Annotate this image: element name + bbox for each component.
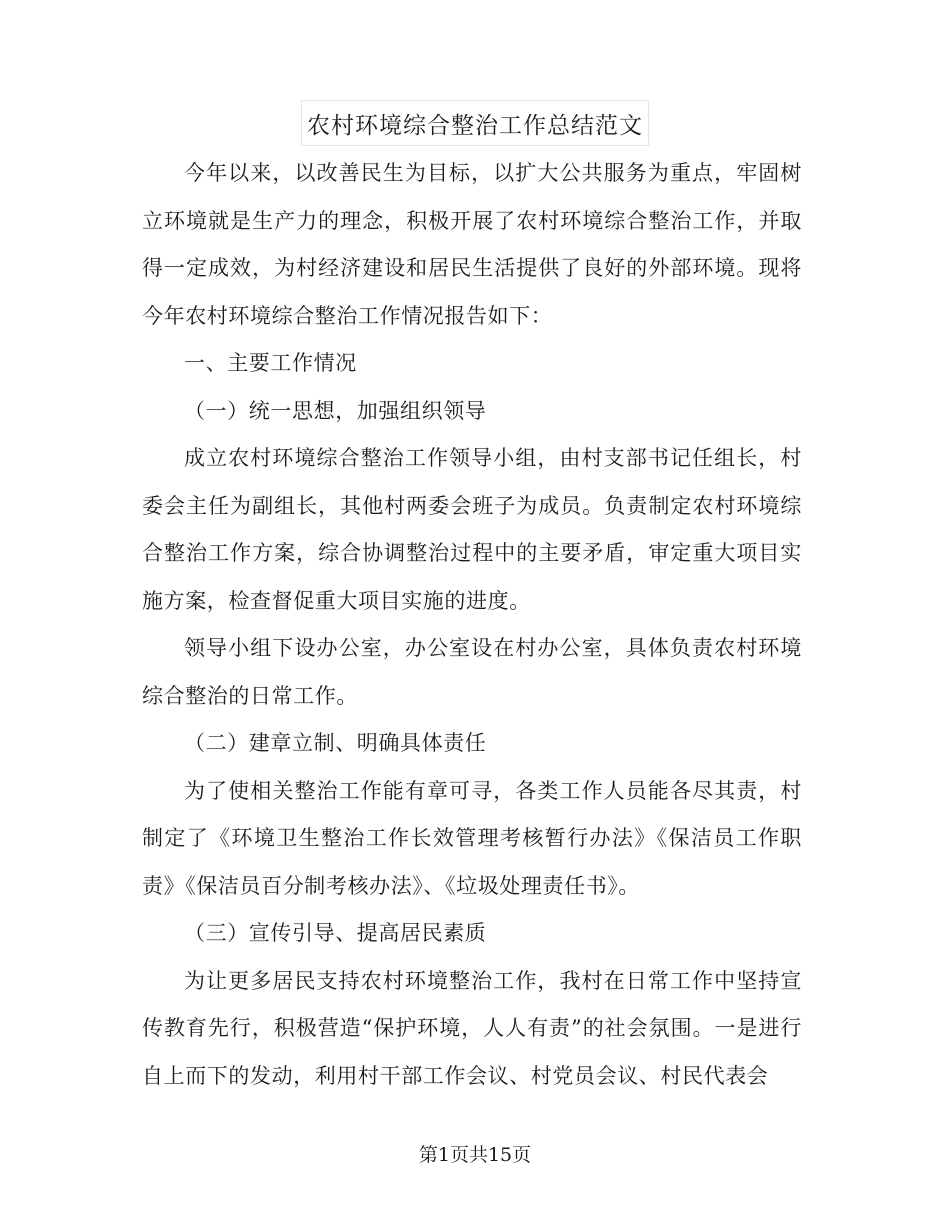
- paragraph-intro: 今年以来，以改善民生为目标，以扩大公共服务为重点，牢固树立环境就是生产力的理念，积极开展了农村环境综合整治工作，并取得一定成效，为村经济建设和居民生活提供了良好的外部环境。现将今年农村环境综合整治工作情况报告如下：: [142, 161, 802, 328]
- paragraph-publicity: 为让更多居民支持农村环境整治工作，我村在日常工作中坚持宣传教育先行，积极营造“保护环境，人人有责”的社会氛围。一是进行自上而下的发动，利用村干部工作会议、村党员会议、村民代表会: [142, 968, 802, 1088]
- paragraph-leading-group: 成立农村环境综合整治工作领导小组，由村支部书记任组长，村委会主任为副组长，其他村两委会班子为成员。负责制定农村环境综合整治工作方案，综合协调整治过程中的主要矛盾，审定重大项目实施方案，检查督促重大项目实施的进度。: [142, 446, 802, 613]
- section-heading-main-work: 一、主要工作情况: [184, 351, 357, 375]
- paragraph-office: 领导小组下设办公室，办公室设在村办公室，具体负责农村环境综合整治的日常工作。: [142, 636, 802, 708]
- page-number: 第1页共15页: [418, 1144, 532, 1166]
- subheading-unify-thinking: （一）统一思想，加强组织领导: [184, 398, 487, 423]
- subheading-publicity: （三）宣传引导、提高居民素质: [184, 921, 487, 945]
- paragraph-rules: 为了使相关整治工作能有章可寻，各类工作人员能各尽其责，村制定了《环境卫生整治工作长效管理考核暂行办法》《保洁员工作职责》《保洁员百分制考核办法》、《垃圾处理责任书》。: [142, 778, 802, 898]
- subheading-rules: （二）建章立制、明确具体责任: [184, 731, 487, 755]
- document-body: [142, 150, 802, 1100]
- document-title: 农村环境综合整治工作总结范文: [307, 112, 643, 139]
- title-box: [301, 100, 649, 146]
